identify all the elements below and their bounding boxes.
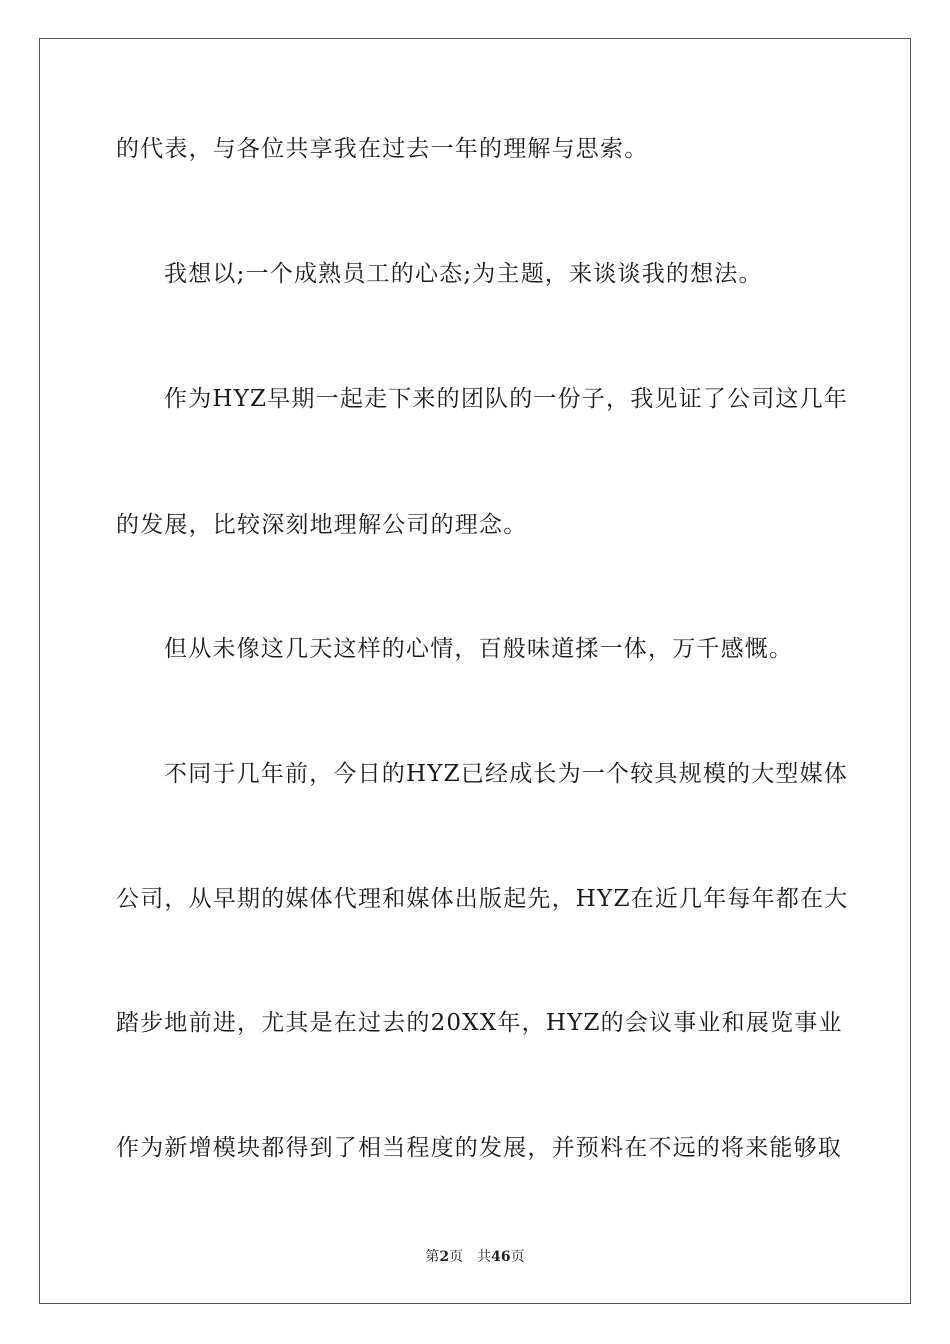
paragraph-line-8: 踏步地前进，尤其是在过去的20XX年，HYZ的会议事业和展览事业 — [116, 1010, 843, 1036]
paragraph-line-7: 公司，从早期的媒体代理和媒体出版起先，HYZ在近几年每年都在大 — [116, 886, 849, 912]
paragraph-line-9: 作为新增模块都得到了相当程度的发展，并预料在不远的将来能够取 — [116, 1135, 842, 1161]
paragraph-line-4: 的发展，比较深刻地理解公司的理念。 — [116, 512, 528, 538]
page-footer — [0, 1248, 950, 1266]
footer-total-suffix: 页 — [510, 1249, 525, 1265]
footer-page-prefix: 第 — [425, 1249, 440, 1265]
paragraph-line-1: 的代表，与各位共享我在过去一年的理解与思索。 — [116, 136, 649, 162]
page-border — [39, 38, 911, 1304]
paragraph-line-3: 作为HYZ早期一起走下来的团队的一份子，我见证了公司这几年 — [164, 386, 849, 412]
paragraph-line-5: 但从未像这几天这样的心情，百般味道揉一体，万千感慨。 — [164, 636, 794, 662]
footer-page-number: 2 — [439, 1249, 450, 1265]
footer-total-prefix: 共 — [477, 1249, 492, 1265]
paragraph-line-2: 我想以;一个成熟员工的心态;为主题，来谈谈我的想法。 — [164, 261, 763, 287]
paragraph-line-6: 不同于几年前，今日的HYZ已经成长为一个较具规模的大型媒体 — [164, 761, 849, 787]
footer-page-suffix: 页 — [449, 1249, 464, 1265]
footer-total-pages: 46 — [491, 1249, 511, 1265]
